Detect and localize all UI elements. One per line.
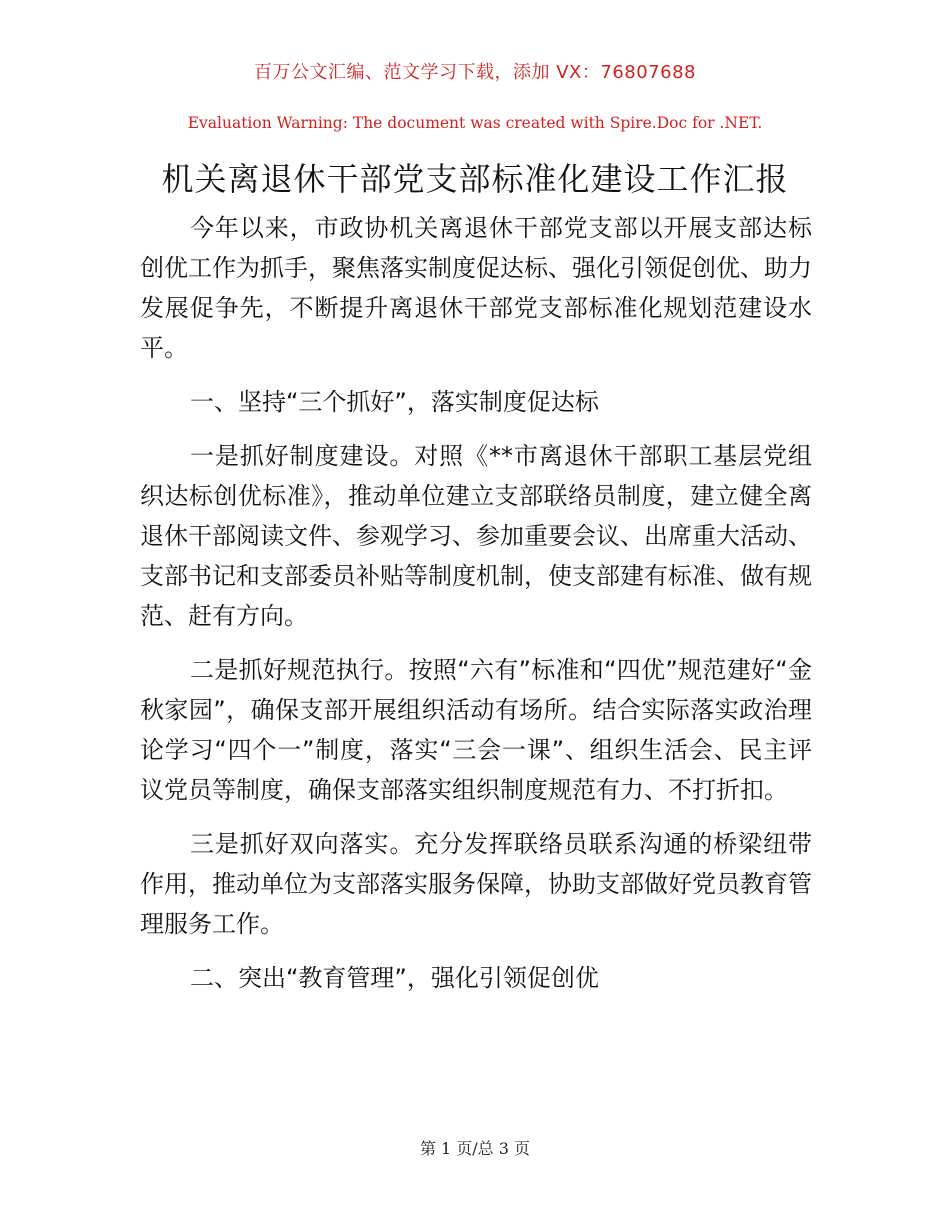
body-paragraph-3: 三是抓好双向落实。充分发挥联络员联系沟通的桥梁纽带作用，推动单位为支部落实服务保障，协助支部做好党员教育管理服务工作。 [140,830,812,938]
evaluation-warning: Evaluation Warning: The document was created with Spire.Doc for .NET. [187,114,763,132]
document-body [140,208,812,1012]
section-heading-1: 一、坚持“三个抓好”，落实制度促达标 [190,388,599,416]
body-paragraph-1: 一是抓好制度建设。对照《**市离退休干部职工基层党组织达标创优标准》，推动单位建立支部联络员制度，建立健全离退休干部阅读文件、参观学习、参加重要会议、出席重大活动、支部书记和支部委员补贴等制度机制，使支部建有标准、做有规范、赶有方向。 [140,442,812,630]
page-number: 第 1 页/总 3 页 [419,1139,531,1158]
body-paragraph-2: 二是抓好规范执行。按照“六有”标准和“四优”规范建好“金秋家园”，确保支部开展组织活动有场所。结合实际落实政治理论学习“四个一”制度，落实“三会一课”、组织生活会、民主评议党员等制度，确保支部落实组织制度规范有力、不打折扣。 [140,656,812,804]
promo-header: 百万公文汇编、范文学习下载，添加 VX：76807688 [254,62,696,83]
section-heading-2: 二、突出“教育管理”，强化引领促创优 [190,964,599,992]
document-title: 机关离退休干部党支部标准化建设工作汇报 [161,160,789,198]
intro-paragraph: 今年以来，市政协机关离退休干部党支部以开展支部达标创优工作为抓手，聚焦落实制度促达标、强化引领促创优、助力发展促争先，不断提升离退休干部党支部标准化规划范建设水平。 [140,214,812,362]
